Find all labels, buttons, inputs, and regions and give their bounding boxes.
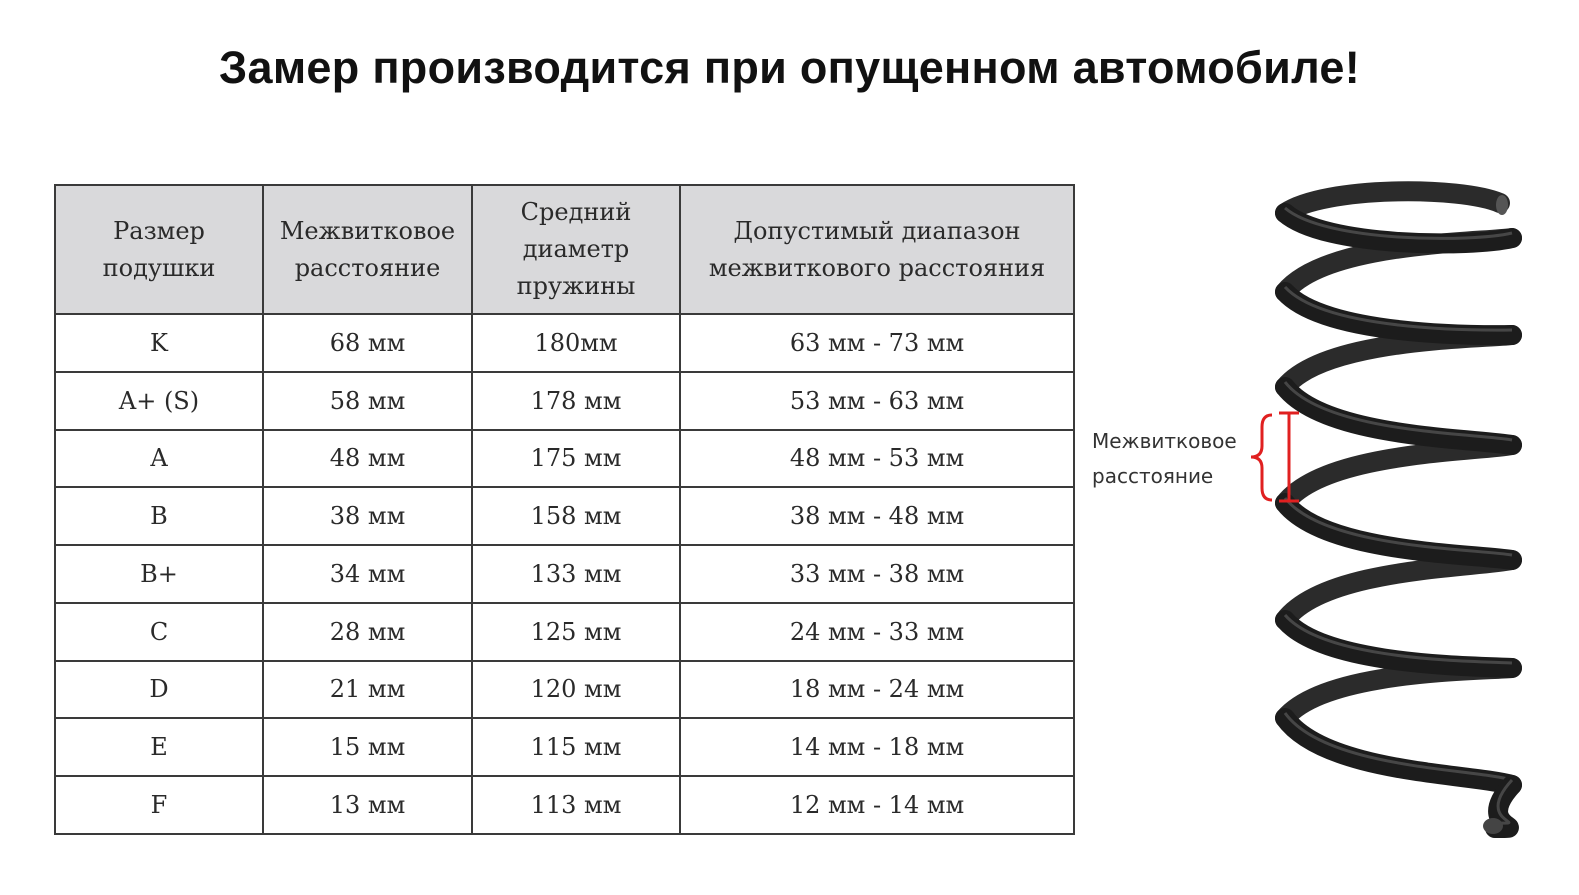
cell-mean-diameter: 175 мм <box>472 430 680 488</box>
cell-coil-gap: 38 мм <box>263 487 472 545</box>
cell-pad-size: E <box>55 718 263 776</box>
cell-mean-diameter: 120 мм <box>472 661 680 719</box>
cell-coil-gap: 68 мм <box>263 314 472 372</box>
table-row <box>55 430 1074 488</box>
cell-coil-gap: 13 мм <box>263 776 472 834</box>
cell-allowed-range: 18 мм - 24 мм <box>680 661 1074 719</box>
spring-spec-table <box>54 184 1075 835</box>
spring-coil-back <box>1285 560 1512 620</box>
header-mean-diameter: Средний диаметр пружины <box>472 185 680 314</box>
cell-pad-size: D <box>55 661 263 719</box>
header-pad-size: Размер подушки <box>55 185 263 314</box>
cell-allowed-range: 33 мм - 38 мм <box>680 545 1074 603</box>
coil-gap-label-line-1: Межвитковое <box>1092 429 1237 453</box>
table-row <box>55 545 1074 603</box>
cell-pad-size: C <box>55 603 263 661</box>
cell-mean-diameter: 133 мм <box>472 545 680 603</box>
table-row <box>55 314 1074 372</box>
spring-coils <box>1285 191 1512 834</box>
table-row <box>55 718 1074 776</box>
table-row <box>55 487 1074 545</box>
cell-coil-gap: 15 мм <box>263 718 472 776</box>
table-row <box>55 603 1074 661</box>
cell-mean-diameter: 115 мм <box>472 718 680 776</box>
coil-gap-label <box>1092 424 1237 494</box>
cell-coil-gap: 28 мм <box>263 603 472 661</box>
cell-pad-size: B+ <box>55 545 263 603</box>
wire-end-top <box>1496 195 1508 215</box>
cell-pad-size: A <box>55 430 263 488</box>
cell-allowed-range: 14 мм - 18 мм <box>680 718 1074 776</box>
cell-allowed-range: 63 мм - 73 мм <box>680 314 1074 372</box>
cell-pad-size: A+ (S) <box>55 372 263 430</box>
cell-coil-gap: 48 мм <box>263 430 472 488</box>
cell-mean-diameter: 158 мм <box>472 487 680 545</box>
cell-coil-gap: 58 мм <box>263 372 472 430</box>
cell-mean-diameter: 113 мм <box>472 776 680 834</box>
spring-coil-back <box>1285 445 1512 503</box>
cell-allowed-range: 24 мм - 33 мм <box>680 603 1074 661</box>
wire-end-bottom <box>1483 818 1503 834</box>
cell-allowed-range: 48 мм - 53 мм <box>680 430 1074 488</box>
spring-coil-front <box>1285 213 1512 243</box>
cell-pad-size: B <box>55 487 263 545</box>
header-coil-gap: Межвитковое расстояние <box>263 185 472 314</box>
spring-coil-back <box>1285 191 1500 213</box>
cell-coil-gap: 21 мм <box>263 661 472 719</box>
cell-mean-diameter: 180мм <box>472 314 680 372</box>
coil-highlight <box>1285 287 1512 330</box>
cell-mean-diameter: 125 мм <box>472 603 680 661</box>
cell-pad-size: F <box>55 776 263 834</box>
curly-brace-icon <box>1251 415 1272 500</box>
cell-mean-diameter: 178 мм <box>472 372 680 430</box>
coil-spring-illustration <box>1080 180 1579 850</box>
table-row <box>55 661 1074 719</box>
header-allowed-range: Допустимый диапазон межвиткового расстояния <box>680 185 1074 314</box>
cell-coil-gap: 34 мм <box>263 545 472 603</box>
cell-allowed-range: 53 мм - 63 мм <box>680 372 1074 430</box>
cell-allowed-range: 38 мм - 48 мм <box>680 487 1074 545</box>
cell-pad-size: K <box>55 314 263 372</box>
coil-gap-label-line-2: расстояние <box>1092 464 1214 488</box>
table-row <box>55 372 1074 430</box>
page-title: Замер производится при опущенном автомобиле! <box>219 42 1360 93</box>
cell-allowed-range: 12 мм - 14 мм <box>680 776 1074 834</box>
table-row <box>55 776 1074 834</box>
table-header-row <box>55 185 1074 314</box>
